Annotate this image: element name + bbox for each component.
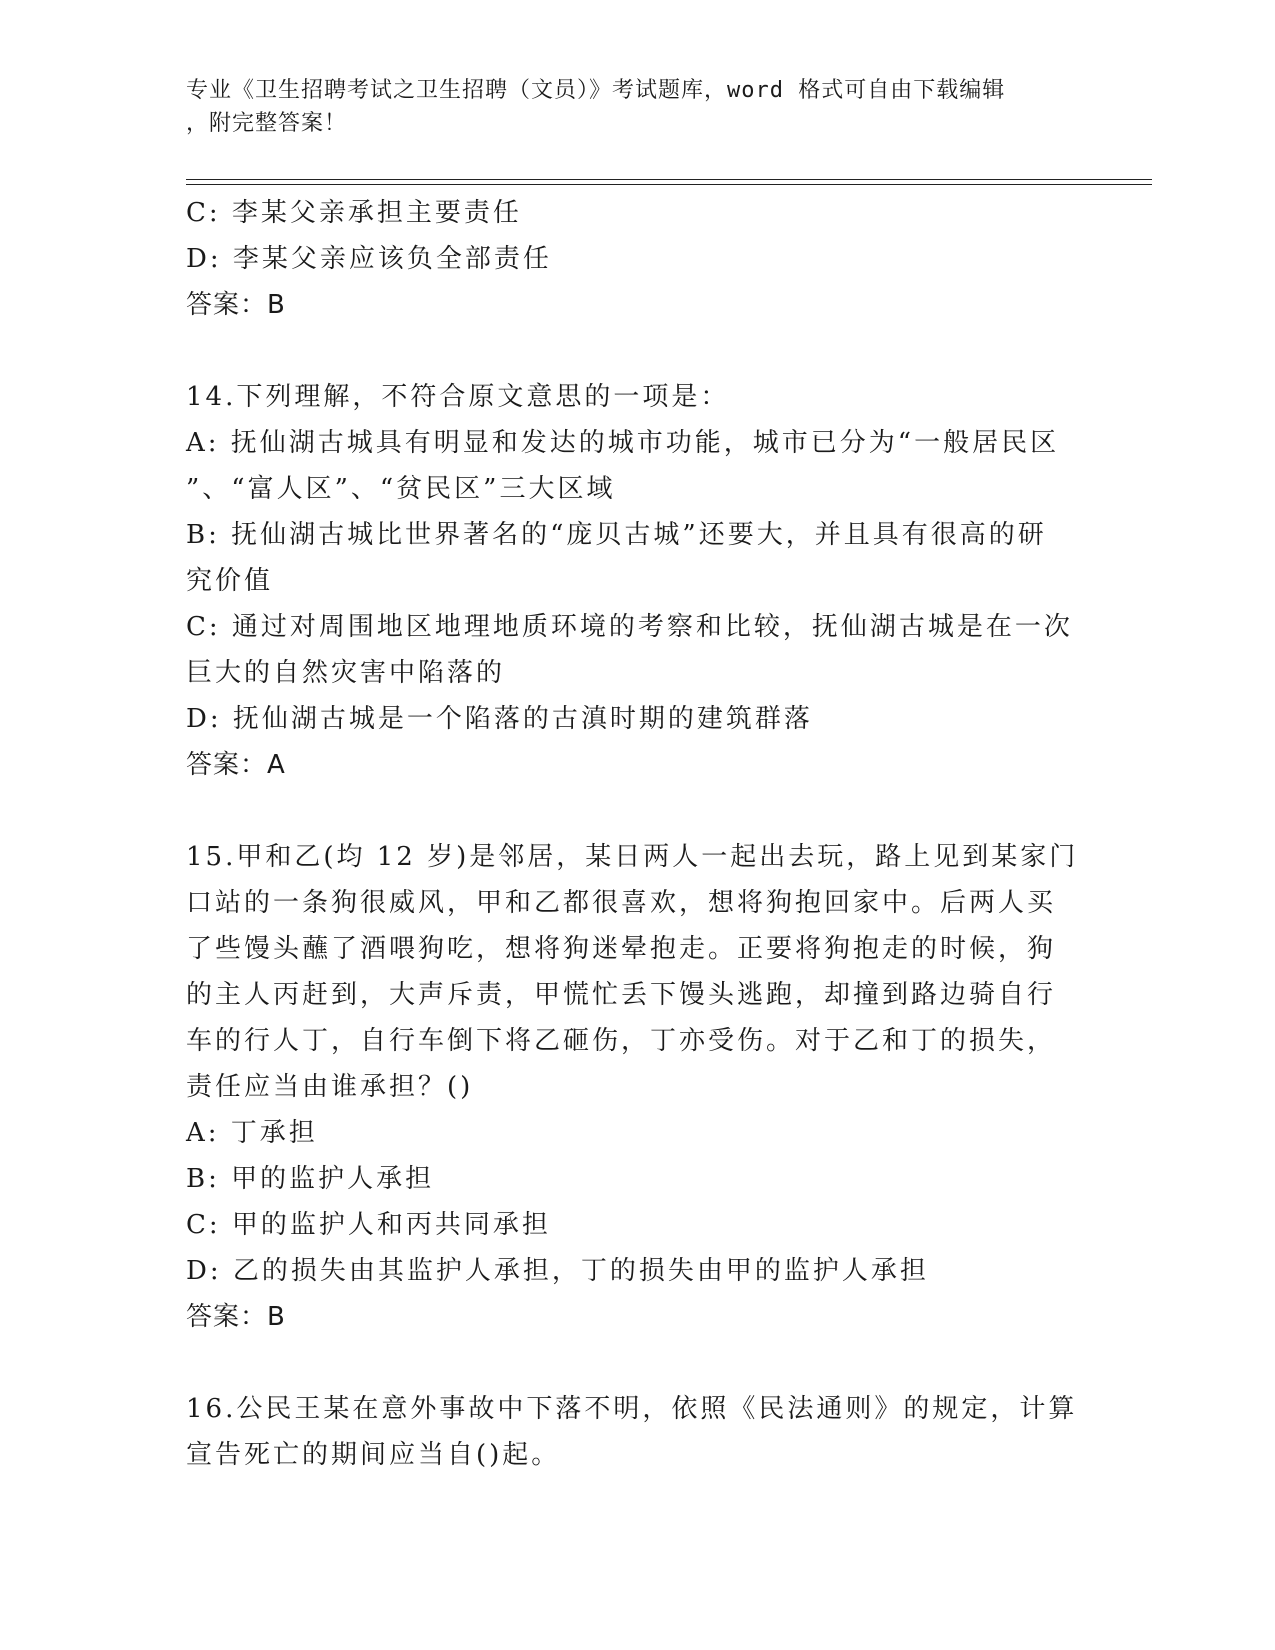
q15-question-line-4: 的主人丙赶到，大声斥责，甲慌忙丢下馒头逃跑，却撞到路边骑自行 [186,980,1057,1010]
q14-option-c-line-2: 巨大的自然灾害中陷落的 [186,658,506,688]
spacer [186,1340,1086,1386]
q16-question-line-1: 16.公民王某在意外事故中下落不明，依照《民法通则》的规定，计算 [186,1394,1078,1424]
q15-option-a: A: 丁承担 [186,1118,318,1148]
q15-question-line-3: 了些馒头蘸了酒喂狗吃，想将狗迷晕抱走。正要将狗抱走的时候，狗 [186,934,1057,964]
q14-option-a-line-2: ”、“富人区”、“贫民区”三大区域 [186,474,616,504]
q15-question-line-6: 责任应当由谁承担？() [186,1072,474,1102]
spacer [186,788,1086,834]
header-divider-top [186,179,1152,180]
header-line-1: 专业《卫生招聘考试之卫生招聘（文员）》考试题库，word 格式可自由下载编辑 [186,78,1006,103]
q14-option-b-line-1: B: 抚仙湖古城比世界著名的“庞贝古城”还要大，并且具有很高的研 [186,520,1047,550]
q16-question-line-2: 宣告死亡的期间应当自()起。 [186,1440,561,1470]
q15-option-c: C: 甲的监护人和丙共同承担 [186,1210,551,1240]
page-header [186,74,1086,140]
question-13 [186,190,1086,328]
q14-option-c-line-1: C: 通过对周围地区地理地质环境的考察和比较，抚仙湖古城是在一次 [186,612,1073,642]
q14-question: 14.下列理解，不符合原文意思的一项是： [186,382,730,412]
q14-option-d: D: 抚仙湖古城是一个陷落的古滇时期的建筑群落 [186,704,813,734]
question-14 [186,374,1086,788]
q15-question-line-5: 车的行人丁，自行车倒下将乙砸伤，丁亦受伤。对于乙和丁的损失， [186,1026,1057,1056]
q15-option-d: D: 乙的损失由其监护人承担，丁的损失由甲的监护人承担 [186,1256,929,1286]
question-15 [186,834,1086,1340]
q14-answer: 答案：A [186,750,286,780]
q15-question-line-2: 口站的一条狗很威风，甲和乙都很喜欢，想将狗抱回家中。后两人买 [186,888,1057,918]
spacer [186,328,1086,374]
q13-answer: 答案：B [186,290,286,320]
q13-option-d: D: 李某父亲应该负全部责任 [186,244,552,274]
q15-question-line-1: 15.甲和乙(均 12 岁)是邻居，某日两人一起出去玩，路上见到某家门 [186,842,1079,872]
q13-option-c: C: 李某父亲承担主要责任 [186,198,522,228]
q15-option-b: B: 甲的监护人承担 [186,1164,435,1194]
q14-option-b-line-2: 究价值 [186,566,274,596]
header-divider-bottom [186,184,1152,185]
header-line-2: ，附完整答案！ [186,111,348,136]
q15-answer: 答案：B [186,1302,286,1332]
q14-option-a-line-1: A: 抚仙湖古城具有明显和发达的城市功能，城市已分为“一般居民区 [186,428,1060,458]
document-body [186,190,1086,1478]
question-16 [186,1386,1086,1478]
